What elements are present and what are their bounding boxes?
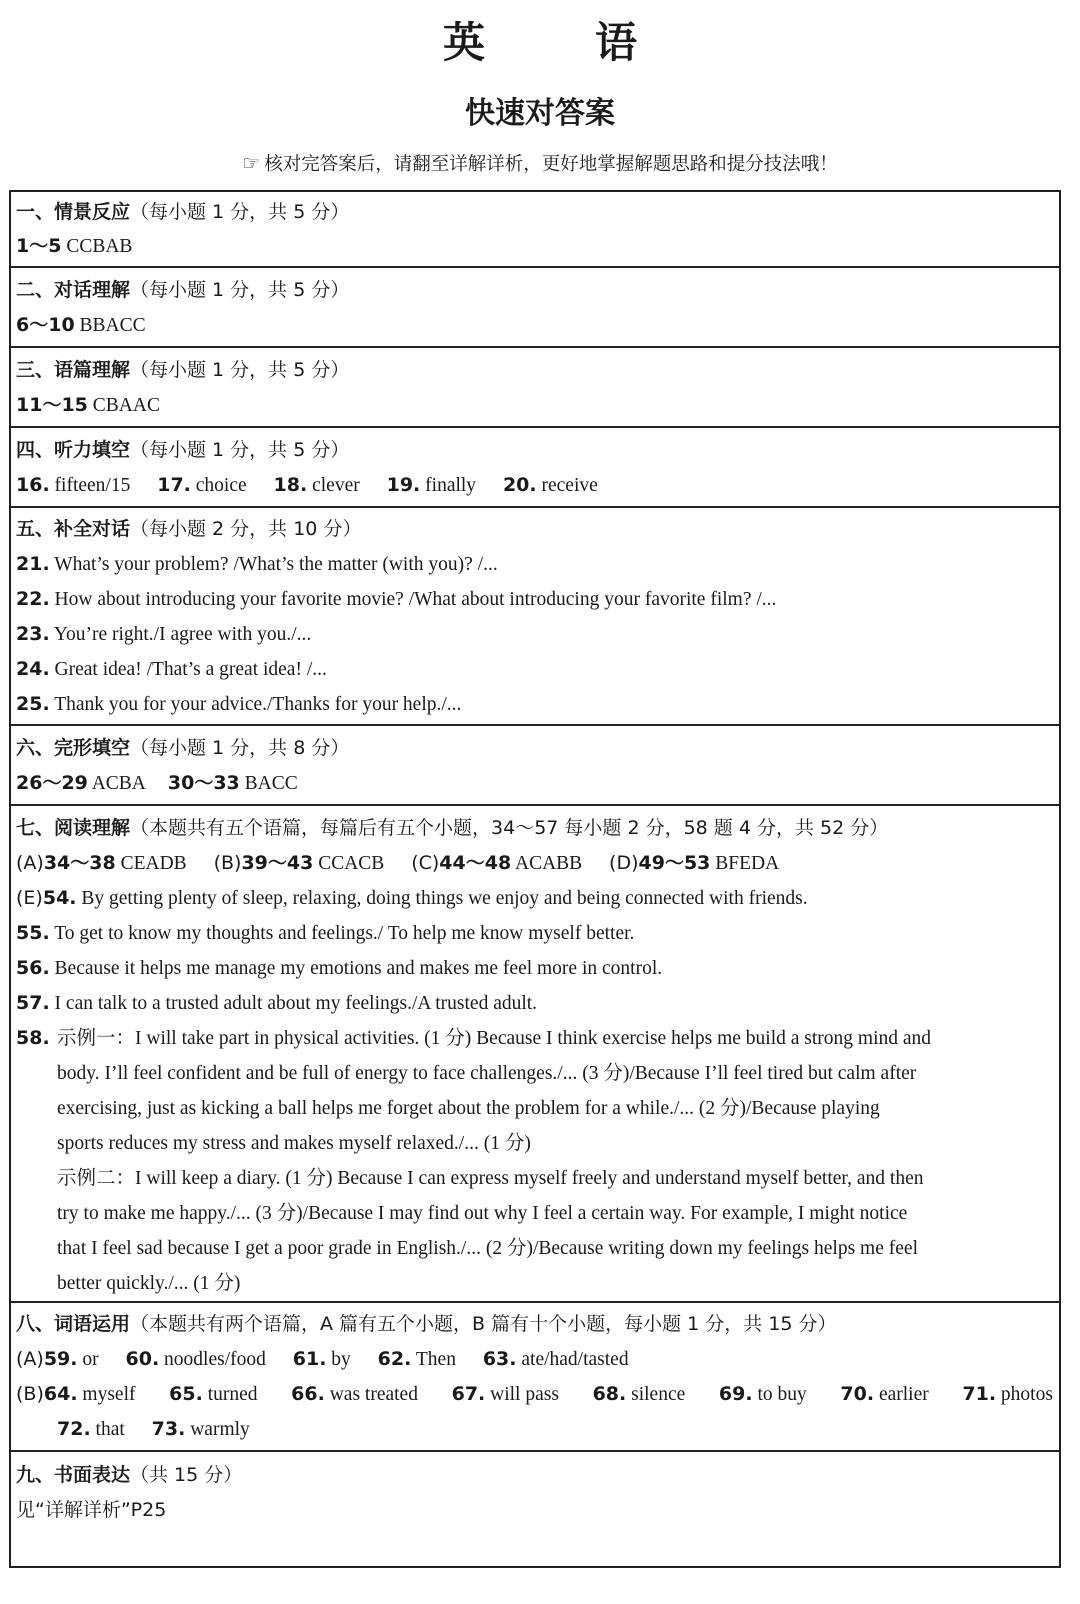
page-title: 英 语 — [442, 18, 671, 67]
heading-text: 七、阅读理解 — [16, 817, 131, 839]
question-range: 34～38 — [43, 852, 116, 874]
question-range: 44～48 — [439, 852, 512, 874]
answer-line: exercising, just as kicking a ball helps me forget about the problem for a while./... (2 分)/Because playing — [57, 1098, 880, 1119]
answer-text: will pass — [490, 1384, 559, 1405]
question-number: 68. — [592, 1383, 627, 1405]
section-heading — [16, 1458, 1053, 1493]
heading-text: 二、对话理解 — [16, 279, 131, 301]
question-number: 70. — [840, 1383, 875, 1405]
answer-row — [16, 916, 1053, 951]
section-heading — [16, 1307, 1053, 1342]
section-heading — [16, 731, 1053, 766]
question-number: 62. — [377, 1348, 412, 1370]
question-number: 63. — [482, 1348, 517, 1370]
heading-points: （本题共有两个语篇，A 篇有五个小题，B 篇有十个小题，每小题 1 分，共 15 分） — [130, 1313, 837, 1335]
answer-text: warmly — [190, 1419, 250, 1440]
question-number: 58. — [16, 1027, 50, 1049]
answer-text: by — [331, 1349, 351, 1370]
question-number: 21. — [16, 553, 50, 575]
question-range: 39～43 — [241, 852, 314, 874]
question-number: 16. — [16, 474, 50, 496]
answer-text: or — [82, 1349, 99, 1370]
question-number: 17. — [157, 474, 191, 496]
section-6 — [11, 726, 1059, 806]
instruction-text: 核对完答案后，请翻至详解详析，更好地掌握解题思路和提分技法哦！ — [264, 154, 838, 175]
answer-text: was treated — [329, 1384, 418, 1405]
heading-points: （每小题 2 分，共 10 分） — [130, 518, 362, 540]
answer-line: sports reduces my stress and makes myself relaxed./... (1 分) — [57, 1133, 531, 1154]
answer-row — [16, 1377, 1053, 1412]
section-heading — [16, 273, 1053, 308]
question-range: 30～33 — [167, 772, 240, 794]
question-range: 49～53 — [638, 852, 711, 874]
answer-text: By getting plenty of sleep, relaxing, doing things we enjoy and being connected with friends. — [81, 888, 808, 909]
section-3 — [11, 348, 1059, 428]
answer-text: BFEDA — [715, 853, 780, 874]
answer-text: Great idea! /That’s a great idea! /... — [54, 659, 327, 680]
question-number: 56. — [16, 957, 50, 979]
question-number: 18. — [273, 474, 308, 496]
page-subtitle: 快速对答案 — [465, 96, 615, 131]
question-number: 20. — [502, 474, 537, 496]
answer-line: try to make me happy./... (3 分)/Because I may find out why I feel a certain way. For example, I might notice — [57, 1203, 908, 1224]
answer-text: clever — [312, 475, 360, 496]
answer-row — [16, 687, 1053, 722]
section-1 — [11, 192, 1059, 268]
heading-points: （每小题 1 分，共 8 分） — [130, 737, 350, 759]
answer-text: Because it helps me manage my emotions and makes me feel more in control. — [54, 958, 663, 979]
question-number: 71. — [962, 1383, 997, 1405]
passage-label: (A) — [16, 1348, 44, 1370]
heading-points: （每小题 1 分，共 5 分） — [130, 201, 350, 223]
answer-text: To get to know my thoughts and feelings./ To help me know myself better. — [54, 923, 635, 944]
question-number: 69. — [718, 1383, 753, 1405]
answer-row — [16, 468, 1053, 503]
question-number: 64. — [43, 1383, 78, 1405]
answer-text: Then — [415, 1349, 456, 1370]
answer-row — [16, 652, 1053, 687]
answer-line: body. I’ll feel confident and be full of energy to face challenges./... (3 分)/Because I’ll feel tired but calm after — [57, 1063, 917, 1084]
heading-text: 八、词语运用 — [16, 1313, 131, 1335]
question-range: 1～5 — [16, 235, 62, 257]
answer-text: BACC — [244, 773, 298, 794]
heading-text: 九、书面表达 — [16, 1464, 131, 1486]
answer-row — [16, 846, 1053, 881]
question-number: 59. — [43, 1348, 78, 1370]
section-heading — [16, 512, 1053, 547]
heading-points: （本题共有五个语篇，每篇后有五个小题，34～57 每小题 2 分，58 题 4 分，共 52 分） — [130, 817, 889, 839]
answer-row — [57, 1412, 1053, 1447]
answer-text: silence — [631, 1384, 686, 1405]
answer-text: photos — [1000, 1384, 1053, 1405]
answer-text: CBAAC — [92, 395, 160, 416]
section-4 — [11, 428, 1059, 508]
answer-text: I can talk to a trusted adult about my feelings./A trusted adult. — [54, 993, 538, 1014]
reference-text: 见“详解详析”P25 — [16, 1499, 167, 1521]
question-number: 23. — [16, 623, 50, 645]
answer-row — [16, 388, 1053, 423]
answer-text: earlier — [878, 1384, 929, 1405]
answer-text: CCACB — [318, 853, 385, 874]
answer-row — [16, 617, 1053, 652]
section-heading — [16, 353, 1053, 388]
question-number: 67. — [451, 1383, 486, 1405]
answer-row — [16, 881, 1053, 916]
answer-text: CCBAB — [66, 236, 133, 257]
heading-points: （每小题 1 分，共 5 分） — [130, 279, 350, 301]
question-range: 6～10 — [16, 314, 75, 336]
heading-text: 六、完形填空 — [16, 737, 131, 759]
answer-row — [16, 766, 1053, 801]
answer-text: CEADB — [120, 853, 187, 874]
answer-row — [16, 229, 1053, 264]
heading-points: （每小题 1 分，共 5 分） — [130, 359, 350, 381]
question-number: 65. — [169, 1383, 203, 1405]
section-heading — [16, 811, 1053, 846]
answer-line: better quickly./... (1 分) — [57, 1273, 241, 1294]
answer-text: ACABB — [514, 853, 583, 874]
answer-text: myself — [82, 1384, 136, 1405]
heading-text: 五、补全对话 — [16, 518, 131, 540]
question-range: 26～29 — [16, 772, 88, 794]
answer-row — [16, 547, 1053, 582]
question-number: 73. — [151, 1418, 186, 1440]
answer-text: ate/had/tasted — [521, 1349, 629, 1370]
heading-points: （每小题 1 分，共 5 分） — [130, 439, 350, 461]
answer-text: receive — [541, 475, 598, 496]
passage-label: (B) — [213, 852, 242, 874]
answer-line: that I feel sad because I get a poor grade in English./... (2 分)/Because writing down my feelings helps me feel — [57, 1238, 918, 1259]
answer-text: fifteen/15 — [54, 475, 131, 496]
question-number: 66. — [291, 1383, 325, 1405]
heading-text: 一、情景反应 — [16, 201, 131, 223]
question-number: 57. — [16, 992, 50, 1014]
answer-line: 示例一：I will take part in physical activities. (1 分) Because I think exercise helps me build a strong mind and — [57, 1028, 932, 1049]
answer-text: to buy — [757, 1384, 807, 1405]
answer-text: that — [95, 1419, 125, 1440]
answer-sheet — [9, 190, 1061, 1568]
section-heading — [16, 433, 1053, 468]
passage-label: (B) — [16, 1383, 44, 1405]
question-number: 24. — [16, 658, 50, 680]
answer-row — [16, 951, 1053, 986]
passage-label: (A) — [16, 852, 44, 874]
answer-text: turned — [207, 1384, 258, 1405]
heading-points: （共 15 分） — [130, 1464, 243, 1486]
section-7 — [11, 806, 1059, 1303]
answer-row — [16, 986, 1053, 1021]
question-number: 54. — [42, 887, 77, 909]
section-9 — [11, 1452, 1059, 1566]
instruction-note — [0, 150, 1080, 176]
question-number: 19. — [386, 474, 421, 496]
question-number: 61. — [292, 1348, 327, 1370]
answer-row — [16, 308, 1053, 343]
answer-text: ACBA — [91, 773, 146, 794]
answer-row — [16, 1342, 1053, 1377]
answer-text: finally — [425, 475, 477, 496]
section-8 — [11, 1303, 1059, 1452]
question-number: 22. — [16, 588, 50, 610]
heading-text: 三、语篇理解 — [16, 359, 131, 381]
pointing-hand-icon: ☞ — [242, 151, 261, 175]
answer-row — [16, 582, 1053, 617]
question-number: 72. — [57, 1418, 91, 1440]
answer-text: noodles/food — [164, 1349, 266, 1370]
answer-text: Thank you for your advice./Thanks for your help./... — [54, 694, 462, 715]
passage-label: (D) — [609, 852, 639, 874]
answer-line: 示例二：I will keep a diary. (1 分) Because I can express myself freely and understand myself better, and then — [57, 1168, 924, 1189]
passage-label: (E) — [16, 887, 43, 909]
question-number: 55. — [16, 922, 50, 944]
section-heading — [16, 195, 1053, 230]
question-range: 11～15 — [16, 394, 88, 416]
answer-text: What’s your problem? /What’s the matter (with you)? /... — [54, 554, 498, 575]
answer-text: How about introducing your favorite movie? /What about introducing your favorite film? /... — [54, 589, 777, 610]
answer-text: BBACC — [79, 315, 146, 336]
section-2 — [11, 268, 1059, 348]
question-number: 60. — [125, 1348, 160, 1370]
answer-text: You’re right./I agree with you./... — [53, 624, 312, 645]
section-5 — [11, 508, 1059, 726]
passage-label: (C) — [411, 852, 440, 874]
question-number: 25. — [16, 693, 50, 715]
answer-text: choice — [195, 475, 247, 496]
heading-text: 四、听力填空 — [16, 439, 131, 461]
